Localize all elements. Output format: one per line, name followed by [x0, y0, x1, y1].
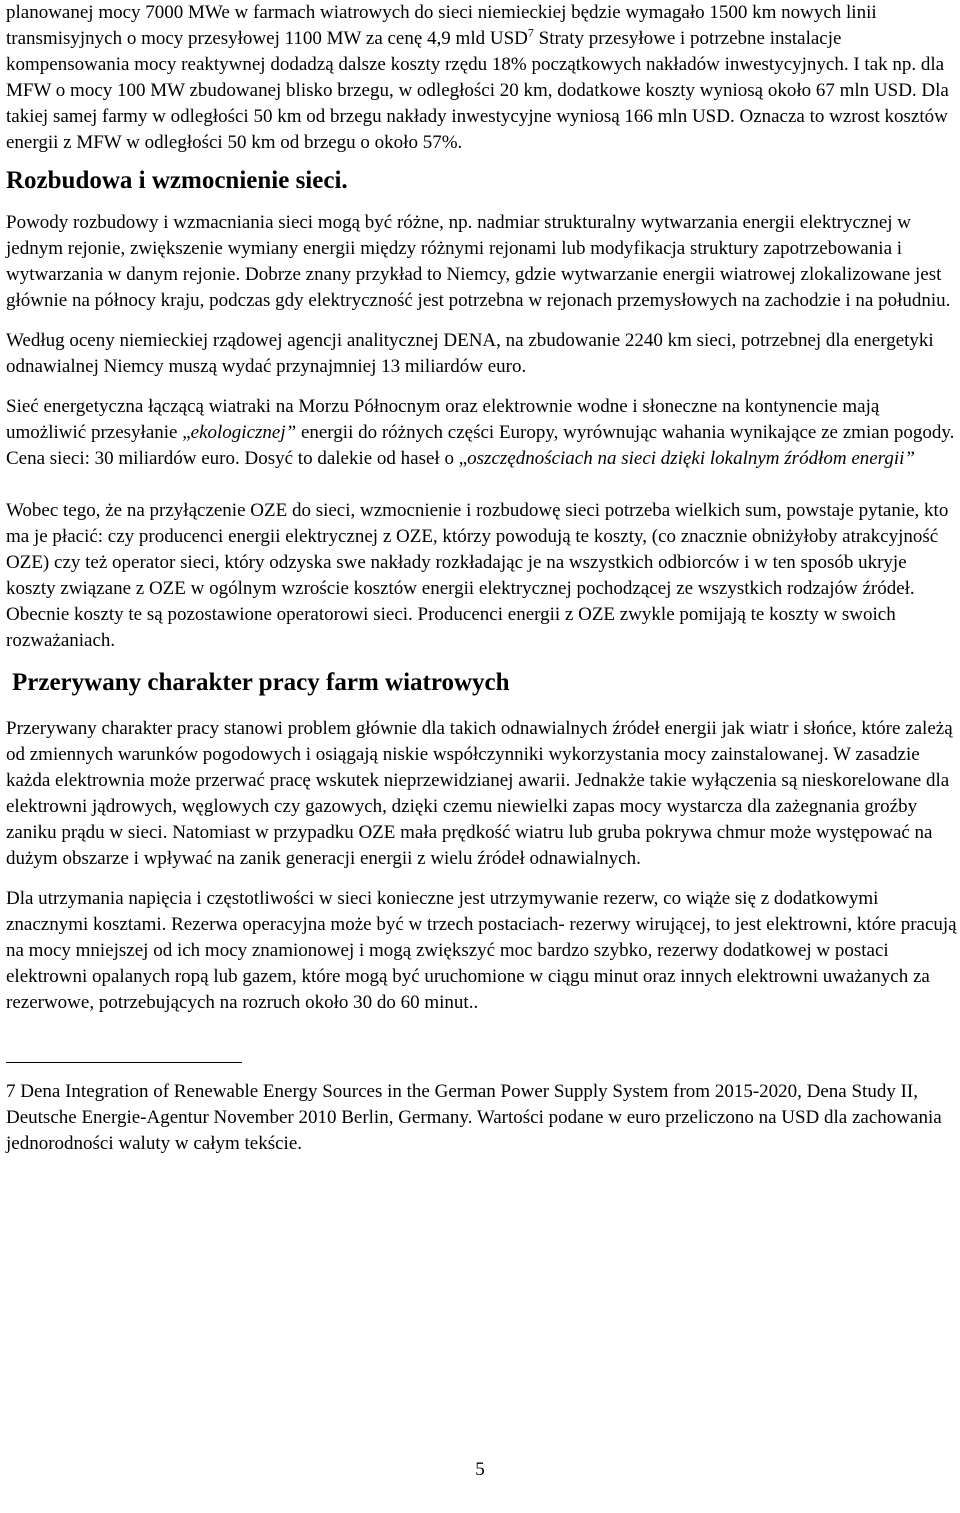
footnote-reference: 7 — [527, 25, 534, 40]
footnote — [6, 1079, 958, 1157]
paragraph-dena: Według oceny niemieckiej rządowej agencji analitycznej DENA, na zbudowanie 2240 km sieci, potrzebnej dla energetyki odnawialnej Niemcy muszą wydać przynajmniej 13 miliardów euro. — [6, 330, 934, 377]
page-number: 5 — [475, 1459, 485, 1480]
document-page — [6, 0, 958, 1157]
section-heading-intermittent: Przerywany charakter pracy farm wiatrowych — [12, 669, 510, 696]
paragraph-grid-reasons: Powody rozbudowy i wzmacniania sieci mogą być różne, np. nadmiar strukturalny wytwarzania energii elektrycznej w jednym rejonie, zwiększenie wymiany energii między różnymi rejonami lub modyfikacja struktury zapotrzebowania i wytwarzania w danym rejonie. Dobrze znany przykład to Niemcy, gdzie wytwarzanie energii wiatrowej zlokalizowane jest głównie na północy kraju, podczas gdy elektryczność jest potrzebna w rejonach przemysłowych na zachodzie i na południu. — [6, 212, 951, 311]
paragraph-text: Straty przesyłowe i potrzebne instalacje kompensowania mocy reaktywnej dodadzą dalsze koszty rzędu 18% początkowych nakładów inwestycyjnych. I tak np. dla MFW o mocy 100 MW zbudowanej blisko brzegu, w odległości 20 km, dodatkowe koszty wyniosą około 67 mln USD. Dla takiej samej farmy w odległości 50 km od brzegu nakłady inwestycyjne wyniosą 166 mln USD. Oznacza to wzrost kosztów energii z MFW w odległości 50 km od brzegu o około 57%. — [6, 28, 949, 153]
paragraph-text: Sieć energetyczna łączącą wiatraki na Morzu Północnym oraz elektrownie wodne i słoneczne na kontynencie mają umożliwić przesyłanie „ — [6, 396, 880, 443]
section-heading-grid: Rozbudowa i wzmocnienie sieci. — [6, 167, 348, 194]
paragraph-north-sea-grid — [6, 394, 958, 472]
italic-quote: ekologicznej” — [190, 422, 297, 443]
paragraph-intermittency: Przerywany charakter pracy stanowi problem głównie dla takich odnawialnych źródeł energii jak wiatr i słońce, które zależą od zmiennych warunków pogodowych i osiągają niskie współczynniki wykorzystania mocy zainstalowanej. W zasadzie każda elektrownia może przerwać pracę wskutek nieprzewidzianej awarii. Jednakże takie wyłączenia są nieskorelowane dla elektrowni jądrowych, węglowych czy gazowych, dzięki czemu niewielki zapas mocy wystarcza dla zażegnania groźby zaniku prądu w sieci. Natomiast w przypadku OZE mała prędkość wiatru lub gruba pokrywa chmur może występować na dużym obszarze i wpływać na zanik generacji energii z wielu źródeł odnawialnych. — [6, 718, 953, 869]
paragraph-transmission-costs — [6, 0, 958, 156]
footnote-separator — [6, 1062, 242, 1063]
paragraph-reserves: Dla utrzymania napięcia i częstotliwości w sieci konieczne jest utrzymywanie rezerw, co wiąże się z dodatkowymi znacznymi kosztami. Rezerwa operacyjna może być w trzech postaciach- rezerwy wirującej, to jest elektrowni, które pracują na mocy mniejszej od ich mocy znamionowej i mogą zwiększyć moc bardzo szybko, rezerwy dodatkowej w postaci elektrowni opalanych ropą lub gazem, które mogą być uruchomione w ciągu minut oraz innych elektrowni uważanych za rezerwowe, potrzebujących na rozruch około 30 do 60 minut.. — [6, 888, 957, 1013]
paragraph-who-pays: Wobec tego, że na przyłączenie OZE do sieci, wzmocnienie i rozbudowę sieci potrzeba wielkich sum, powstaje pytanie, kto ma je płacić: czy producenci energii elektrycznej z OZE, którzy powodują te koszty, (co znacznie obniżyłoby atrakcyjność OZE) czy też operator sieci, który odzyska swe nakłady rozkładając je na wszystkich odbiorców i w ten sposób ukryje koszty związane z OZE w ogólnym wzroście kosztów energii elektrycznej pochodzącej ze wszystkich rodzajów źródeł. Obecnie koszty te są pozostawione operatorowi sieci. Producenci energii z OZE zwykle pomijają te koszty w swoich rozważaniach. — [6, 500, 949, 651]
footnote-text: 7 Dena Integration of Renewable Energy Sources in the German Power Supply System from 2015-2020, Dena Study II, Deutsche Energie-Agentur November 2010 Berlin, Germany. Wartości podane w euro przeliczono na USD dla zachowania jednorodności waluty w całym tekście. — [6, 1081, 942, 1154]
paragraph-text: energii do różnych części Europy, wyrównując wahania wynikające ze zmian pogody. Cena sieci: 30 miliardów euro. Dosyć to dalekie od haseł o „ — [6, 422, 955, 469]
paragraph-text: planowanej mocy 7000 MWe w farmach wiatrowych do sieci niemieckiej będzie wymagało 1500 km nowych linii transmisyjnych o mocy przesyłowej 1100 MW za cenę 4,9 mld USD — [6, 2, 877, 49]
italic-quote: oszczędnościach na sieci dzięki lokalnym źródłom energii” — [467, 448, 915, 469]
